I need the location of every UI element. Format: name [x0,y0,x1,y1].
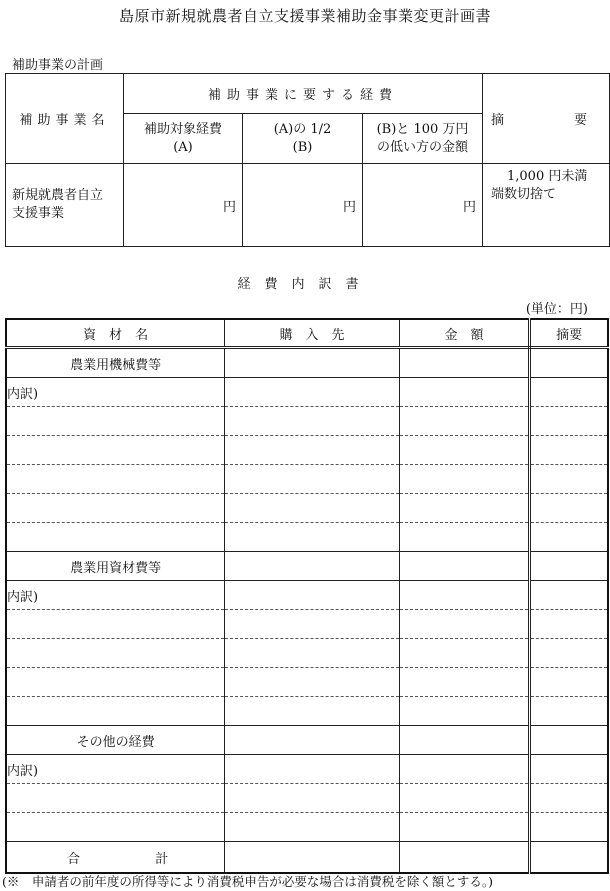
detail-label: 内訳) [6,378,225,407]
breakdown-table [5,318,609,874]
remarks-note: 1,000 円未満 端数切捨て [483,164,610,247]
category-other: その他の経費 [6,726,225,755]
section-label: 補助事業の計画 [12,58,104,73]
table-row [6,552,608,581]
col-a-value[interactable] [124,164,243,247]
header-supplier: 購 入 先 [225,319,400,348]
total-amount[interactable] [399,842,529,874]
table-row [6,755,608,784]
yen-unit: 円 [222,199,236,215]
yen-unit: 円 [462,199,476,215]
project-name-cell: 新規就農者自立 支援事業 [6,164,124,247]
header-remarks: 摘要 [530,319,608,348]
table-row [6,581,608,610]
table-row [6,813,608,842]
table-row [6,668,608,697]
detail-label: 内訳) [6,755,225,784]
table-row [6,348,608,378]
page-title: 島原市新規就農者自立支援事業補助金事業変更計画書 [118,7,491,25]
table-row [6,407,608,436]
header-item: 資 材 名 [6,319,225,348]
table-row [6,610,608,639]
table-row [6,639,608,668]
total-row [6,842,608,874]
breakdown-title: 経費内訳書 [237,277,373,292]
header-amount: 金 額 [399,319,529,348]
plan-table [5,73,610,247]
category-materials: 農業用資材費等 [6,552,225,581]
table-row [6,436,608,465]
table-row [6,494,608,523]
total-label: 合 計 [6,842,225,874]
col-b-header: (A)の 1/2 (B) [243,114,363,164]
col-a-header: 補助対象経費 (A) [124,114,243,164]
col-c-value[interactable] [363,164,483,247]
table-row [6,523,608,552]
unit-label: (単位：円) [525,302,588,317]
remarks-header-right: 要 [573,113,587,128]
category-machinery: 農業用機械費等 [6,348,225,378]
table-row [6,378,608,407]
project-name-header: 補助事業名 [6,74,124,164]
remarks-header-left: 摘 [491,113,505,128]
expense-header: 補助事業に要する経費 [124,74,483,114]
table-row [6,697,608,726]
footnote: (※ 申請者の前年度の所得等により消費税申告が必要な場合は消費税を除く額とする。) [2,874,494,889]
table-row [6,726,608,755]
table-row [6,784,608,813]
detail-label: 内訳) [6,581,225,610]
yen-unit: 円 [342,199,356,215]
remarks-header [483,74,610,164]
col-b-value[interactable] [243,164,363,247]
col-c-header: (B)と 100 万円 の低い方の金額 [363,114,483,164]
table-row [6,465,608,494]
